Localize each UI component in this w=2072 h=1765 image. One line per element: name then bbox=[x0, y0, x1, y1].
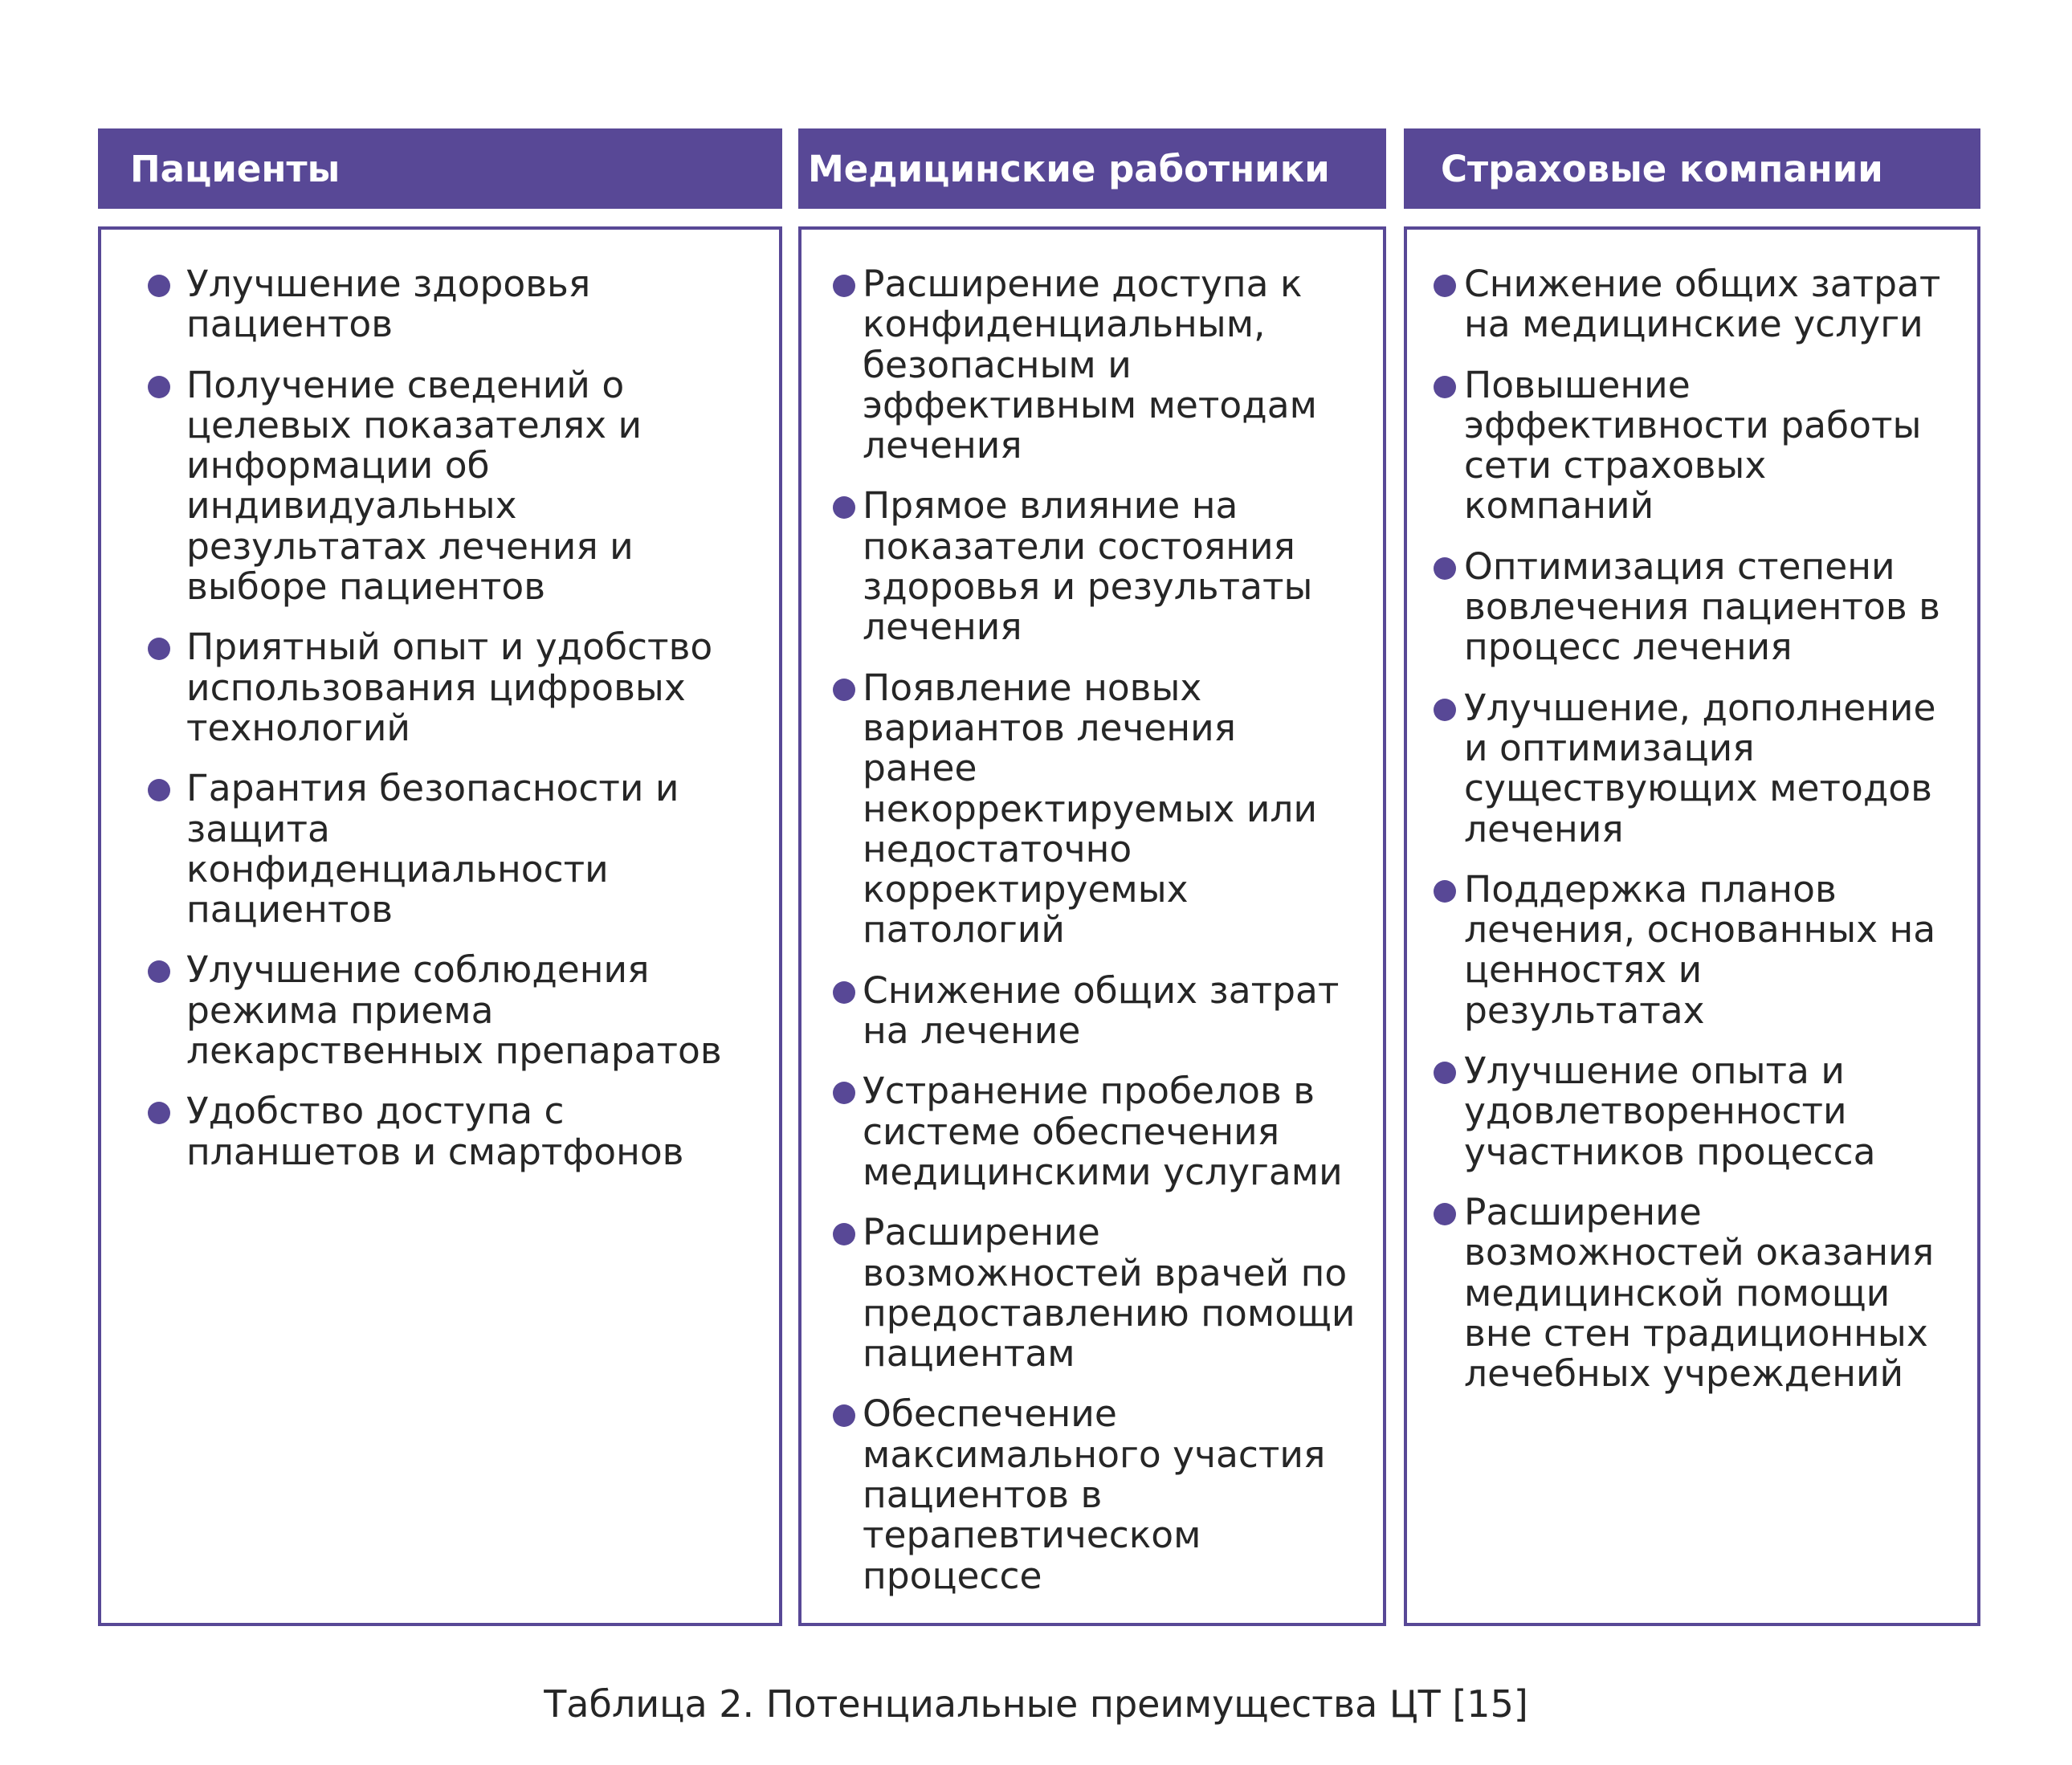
bullet-icon bbox=[148, 275, 170, 297]
bullet-icon bbox=[148, 1102, 170, 1124]
column-header-label: Страховые компании bbox=[1441, 147, 1883, 190]
column-box-patients bbox=[98, 226, 782, 1626]
bullet-icon bbox=[1434, 557, 1456, 580]
list-item: Снижение общих затрат на лечение bbox=[801, 971, 1359, 1052]
list-item: Поддержка планов лечения, основанных на ценностях и результатах bbox=[1407, 870, 1953, 1031]
column-box-medical-workers bbox=[798, 226, 1386, 1626]
benefit-list bbox=[1407, 230, 1977, 1394]
column-header-insurance-companies bbox=[1404, 128, 1980, 209]
column-header-label: Медицинские работники bbox=[808, 147, 1330, 190]
bullet-icon bbox=[833, 1223, 855, 1245]
benefit-list bbox=[101, 230, 779, 1172]
list-item: Получение сведений о целевых показателях и информации об индивидуальных результатах лечения и выборе пациентов bbox=[101, 365, 755, 608]
list-item: Повышение эффективности работы сети страховых компаний bbox=[1407, 365, 1953, 527]
benefit-list bbox=[801, 230, 1383, 1596]
list-item: Гарантия безопасности и защита конфиденциальности пациентов bbox=[101, 768, 755, 930]
bullet-icon bbox=[1434, 275, 1456, 297]
bullet-icon bbox=[1434, 376, 1456, 398]
bullet-icon bbox=[833, 679, 855, 701]
list-item: Появление новых вариантов лечения ранее некорректируемых или недостаточно корректируемых патологий bbox=[801, 668, 1359, 951]
list-item: Устранение пробелов в системе обеспечения медицинскими услугами bbox=[801, 1071, 1359, 1192]
list-item: Улучшение здоровья пациентов bbox=[101, 264, 755, 345]
column-header-medical-workers bbox=[798, 128, 1386, 209]
list-item: Обеспечение максимального участия пациентов в терапевтическом процессе bbox=[801, 1394, 1359, 1596]
bullet-icon bbox=[833, 496, 855, 519]
bullet-icon bbox=[148, 779, 170, 801]
bullet-icon bbox=[833, 275, 855, 297]
bullet-icon bbox=[1434, 1062, 1456, 1084]
list-item: Удобство доступа с планшетов и смартфонов bbox=[101, 1091, 755, 1172]
bullet-icon bbox=[1434, 1203, 1456, 1225]
bullet-icon bbox=[1434, 880, 1456, 903]
list-item: Улучшение опыта и удовлетворенности участников процесса bbox=[1407, 1051, 1953, 1172]
list-item: Расширение возможностей врачей по предоставлению помощи пациентам bbox=[801, 1213, 1359, 1374]
bullet-icon bbox=[833, 1082, 855, 1104]
list-item: Улучшение соблюдения режима приема лекарственных препаратов bbox=[101, 950, 755, 1071]
table-caption: Таблица 2. Потенциальные преимущества ЦТ [15] bbox=[544, 1682, 1528, 1726]
list-item: Улучшение, дополнение и оптимизация существующих методов лечения bbox=[1407, 688, 1953, 850]
bullet-icon bbox=[148, 638, 170, 660]
bullet-icon bbox=[833, 981, 855, 1004]
bullet-icon bbox=[1434, 699, 1456, 721]
list-item: Прямое влияние на показатели состояния здоровья и результаты лечения bbox=[801, 486, 1359, 647]
bullet-icon bbox=[148, 376, 170, 398]
list-item: Оптимизация степени вовлечения пациентов в процесс лечения bbox=[1407, 547, 1953, 668]
column-header-patients bbox=[98, 128, 782, 209]
list-item: Снижение общих затрат на медицинские услуги bbox=[1407, 264, 1953, 345]
column-box-insurance-companies bbox=[1404, 226, 1980, 1626]
list-item: Расширение возможностей оказания медицинской помощи вне стен традиционных лечебных учреждений bbox=[1407, 1192, 1953, 1394]
bullet-icon bbox=[833, 1404, 855, 1427]
list-item: Приятный опыт и удобство использования цифровых технологий bbox=[101, 627, 755, 748]
bullet-icon bbox=[148, 960, 170, 983]
column-header-label: Пациенты bbox=[130, 147, 341, 190]
list-item: Расширение доступа к конфиденциальным, безопасным и эффективным методам лечения bbox=[801, 264, 1359, 466]
